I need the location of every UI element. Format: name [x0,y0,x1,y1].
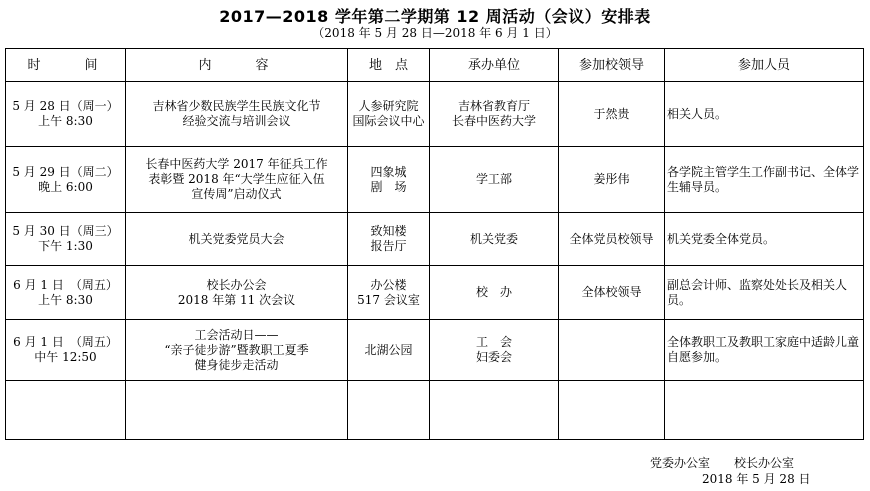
place-cell [348,213,430,266]
place-line: 国际会议中心 [352,114,425,128]
organizer-line: 机关党委 [469,231,518,246]
time-cell [6,147,126,213]
content-cell [126,82,348,147]
time-text: 中午 12:50 [34,350,97,364]
empty-cell [348,381,430,440]
leader-cell: 全体党员校领导 [559,213,665,266]
place-line: 报告厅 [370,239,407,253]
time-cell [6,82,126,147]
content-cell [126,213,348,266]
table-row [6,213,864,266]
place-cell [348,320,430,381]
content-line: 2018 年第 11 次会议 [177,292,296,307]
table-row [6,266,864,320]
place-line: 北湖公园 [364,342,413,357]
attendees-cell: 机关党委全体党员。 [665,213,864,266]
time-cell [6,213,126,266]
table-row [6,320,864,381]
time-text: 晚上 6:00 [38,179,93,194]
empty-cell [665,381,864,440]
organizer-cell [430,320,559,381]
content-cell [126,320,348,381]
place-line: 四象城 [370,164,407,179]
place-line: 致知楼 [370,224,407,238]
content-line: 校长办公会 [206,277,267,292]
header-content: 内 容 [126,49,348,82]
attendees-cell: 全体教职工及教职工家庭中适龄儿童自愿参加。 [665,320,864,381]
time-text: 上午 8:30 [38,292,93,307]
empty-cell [559,381,665,440]
time-text: 上午 8:30 [38,114,93,128]
place-line: 517 会议室 [357,292,420,307]
organizer-line: 长春中医药大学 [451,114,536,128]
date-text: 5 月 30 日（周三） [12,224,119,238]
empty-cell [6,381,126,440]
content-line: 表彰暨 2018 年“大学生应征入伍 [148,172,325,186]
date-text: 5 月 29 日（周二） [12,164,119,179]
table-header-row [6,49,864,82]
organizer-cell [430,147,559,213]
place-cell [348,266,430,320]
table-row-empty [6,381,864,440]
organizer-line: 工 会 [475,335,512,349]
header-time: 时 间 [6,49,126,82]
leader-cell [559,320,665,381]
content-line: 经验交流与培训会议 [182,114,291,128]
organizer-cell [430,213,559,266]
leader-cell: 全体校领导 [559,266,665,320]
date-text: 5 月 28 日（周一） [12,99,119,113]
content-line: 机关党委党员大会 [188,231,285,246]
header-attendees: 参加人员 [665,49,864,82]
date-text: 6 月 1 日 （周五） [13,277,118,292]
schedule-table [5,48,864,440]
table-row [6,147,864,213]
organizer-line: 吉林省教育厅 [457,99,530,113]
time-cell [6,266,126,320]
date-range: （2018 年 5 月 28 日—2018 年 6 月 1 日） [312,26,558,40]
content-line: 吉林省少数民族学生民族文化节 [152,99,321,113]
header-place: 地 点 [348,49,430,82]
content-line: 工会活动日—— [194,327,279,342]
issuing-offices: 党委办公室 校长办公室 [650,456,795,470]
organizer-cell [430,266,559,320]
header-organizer: 承办单位 [430,49,559,82]
header-leader: 参加校领导 [559,49,665,82]
content-line: “亲子徒步游”暨教职工夏季 [164,342,309,357]
content-line: 长春中医药大学 2017 年征兵工作 [145,157,328,171]
time-text: 下午 1:30 [38,239,93,253]
page-title: 2017—2018 学年第二学期第 12 周活动（会议）安排表 [219,7,651,26]
table-row [6,82,864,147]
leader-cell: 于然贵 [559,82,665,147]
attendees-cell: 各学院主管学生工作副书记、全体学生辅导员。 [665,147,864,213]
issue-date: 2018 年 5 月 28 日 [702,472,811,486]
content-cell [126,147,348,213]
attendees-cell: 副总会计师、监察处处长及相关人员。 [665,266,864,320]
place-line: 办公楼 [370,277,407,292]
time-cell [6,320,126,381]
place-cell [348,147,430,213]
empty-cell [126,381,348,440]
place-line: 人参研究院 [358,99,419,113]
leader-cell: 姜彤伟 [559,147,665,213]
organizer-line: 妇委会 [475,350,512,364]
organizer-line: 校 办 [475,285,512,299]
content-cell [126,266,348,320]
place-cell [348,82,430,147]
place-line: 剧 场 [370,179,407,194]
attendees-cell: 相关人员。 [665,82,864,147]
date-text: 6 月 1 日 （周五） [13,335,118,349]
empty-cell [430,381,559,440]
content-line: 宣传周”启动仪式 [191,187,282,201]
content-line: 健身徒步走活动 [194,357,279,372]
organizer-line: 学工部 [475,172,512,186]
organizer-cell [430,82,559,147]
